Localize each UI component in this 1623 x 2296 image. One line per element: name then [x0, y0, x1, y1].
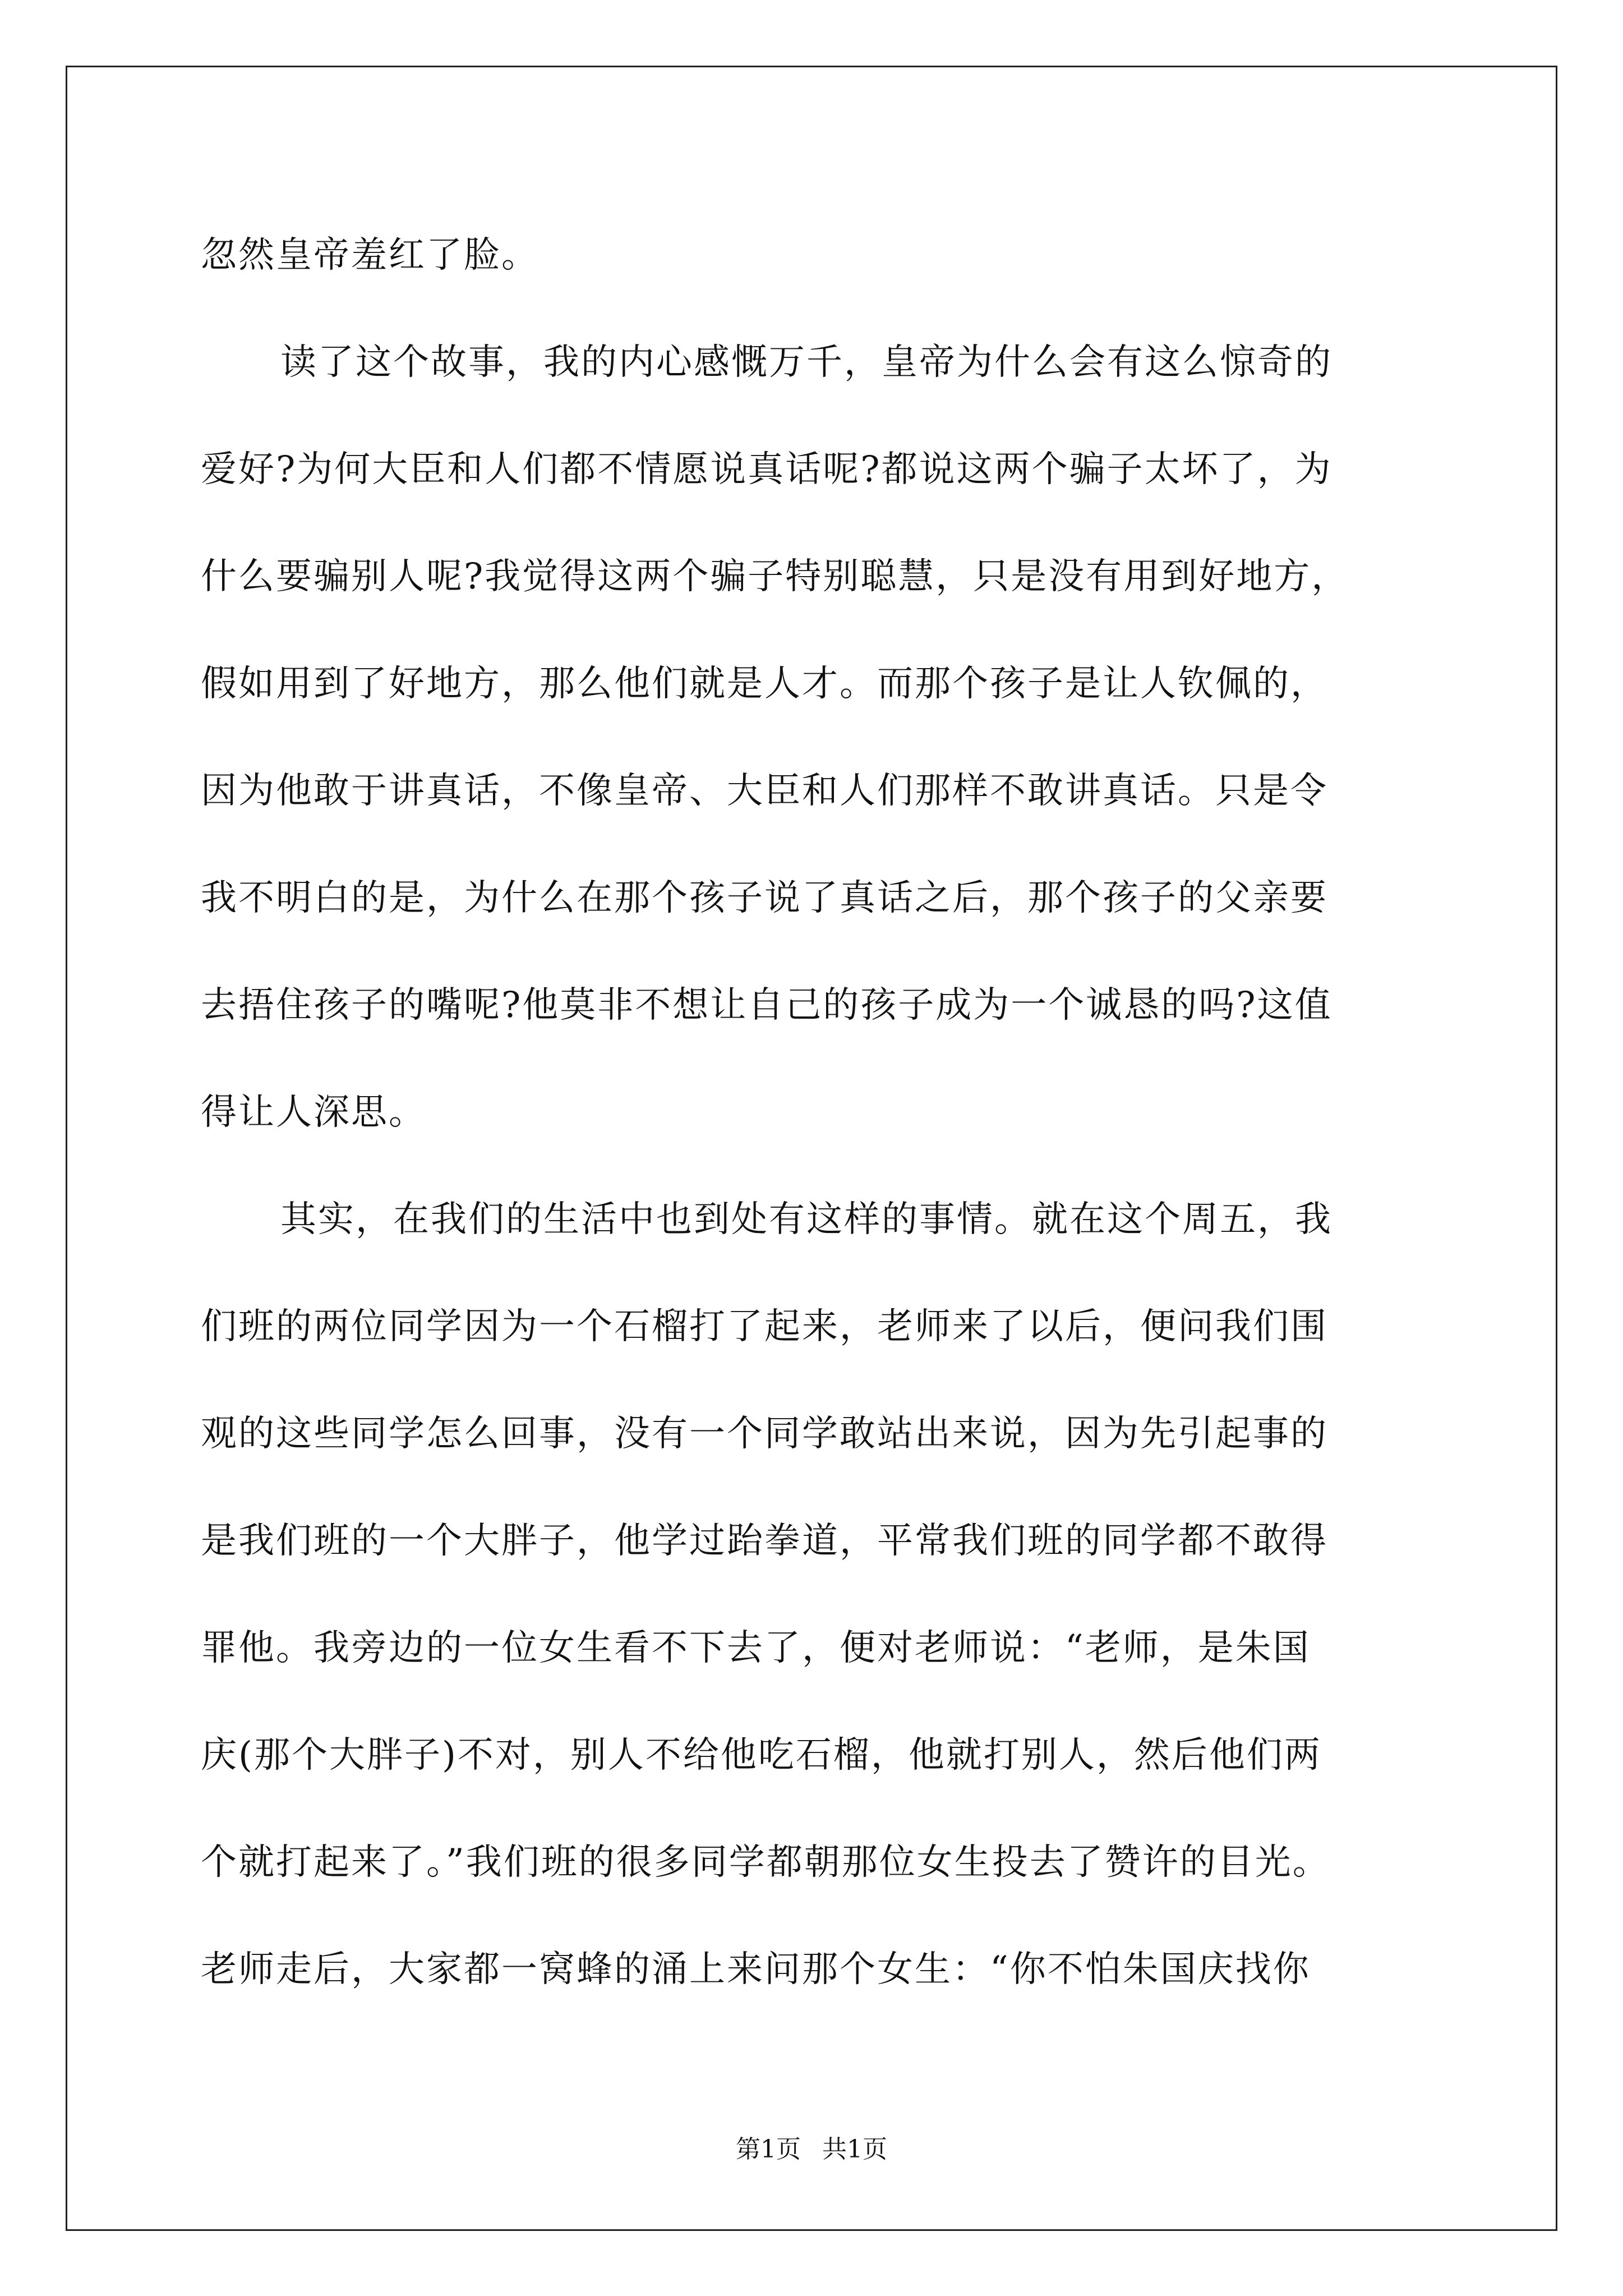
text-line: 假如用到了好地方，那么他们就是人才。而那个孩子是让人钦佩的，: [201, 663, 1328, 705]
text-line: 爱好?为何大臣和人们都不情愿说真话呢?都说这两个骗子太坏了，为: [201, 449, 1332, 490]
text-line: 们班的两位同学因为一个石榴打了起来，老师来了以后，便问我们围: [201, 1306, 1328, 1347]
text-line: 去捂住孩子的嘴呢?他莫非不想让自己的孩子成为一个诚恳的吗?这值: [201, 984, 1332, 1026]
text-line: 罪他。我旁边的一位女生看不下去了，便对老师说：“老师，是朱国: [201, 1627, 1311, 1669]
text-line: 读了这个故事，我的内心感慨万千，皇帝为什么会有这么惊奇的: [280, 342, 1332, 383]
page-number: 第1页: [736, 2135, 801, 2164]
text-line: 得让人深思。: [201, 1092, 426, 1133]
text-line: 是我们班的一个大胖子，他学过跆拳道，平常我们班的同学都不敢得: [201, 1520, 1328, 1562]
text-line: 忽然皇帝羞红了脸。: [201, 234, 539, 276]
document-body: [201, 202, 1463, 2023]
text-line: 个就打起来了。”我们班的很多同学都朝那位女生投去了赞许的目光。: [201, 1842, 1330, 1883]
text-line: 庆(那个大胖子)不对，别人不给他吃石榴，他就打别人，然后他们两: [201, 1734, 1322, 1776]
page-footer: [0, 2129, 1623, 2165]
text-line: 什么要骗别人呢?我觉得这两个骗子特别聪慧，只是没有用到好地方，: [201, 556, 1349, 597]
text-line: 我不明白的是，为什么在那个孩子说了真话之后，那个孩子的父亲要: [201, 877, 1328, 919]
text-line: 观的这些同学怎么回事，没有一个同学敢站出来说，因为先引起事的: [201, 1413, 1328, 1455]
page-total: 共1页: [822, 2135, 887, 2164]
text-line: 老师走后，大家都一窝蜂的涌上来问那个女生：“你不怕朱国庆找你: [201, 1949, 1311, 1990]
text-line: 其实，在我们的生活中也到处有这样的事情。就在这个周五，我: [280, 1199, 1332, 1240]
text-line: 因为他敢于讲真话，不像皇帝、大臣和人们那样不敢讲真话。只是令: [201, 770, 1328, 812]
